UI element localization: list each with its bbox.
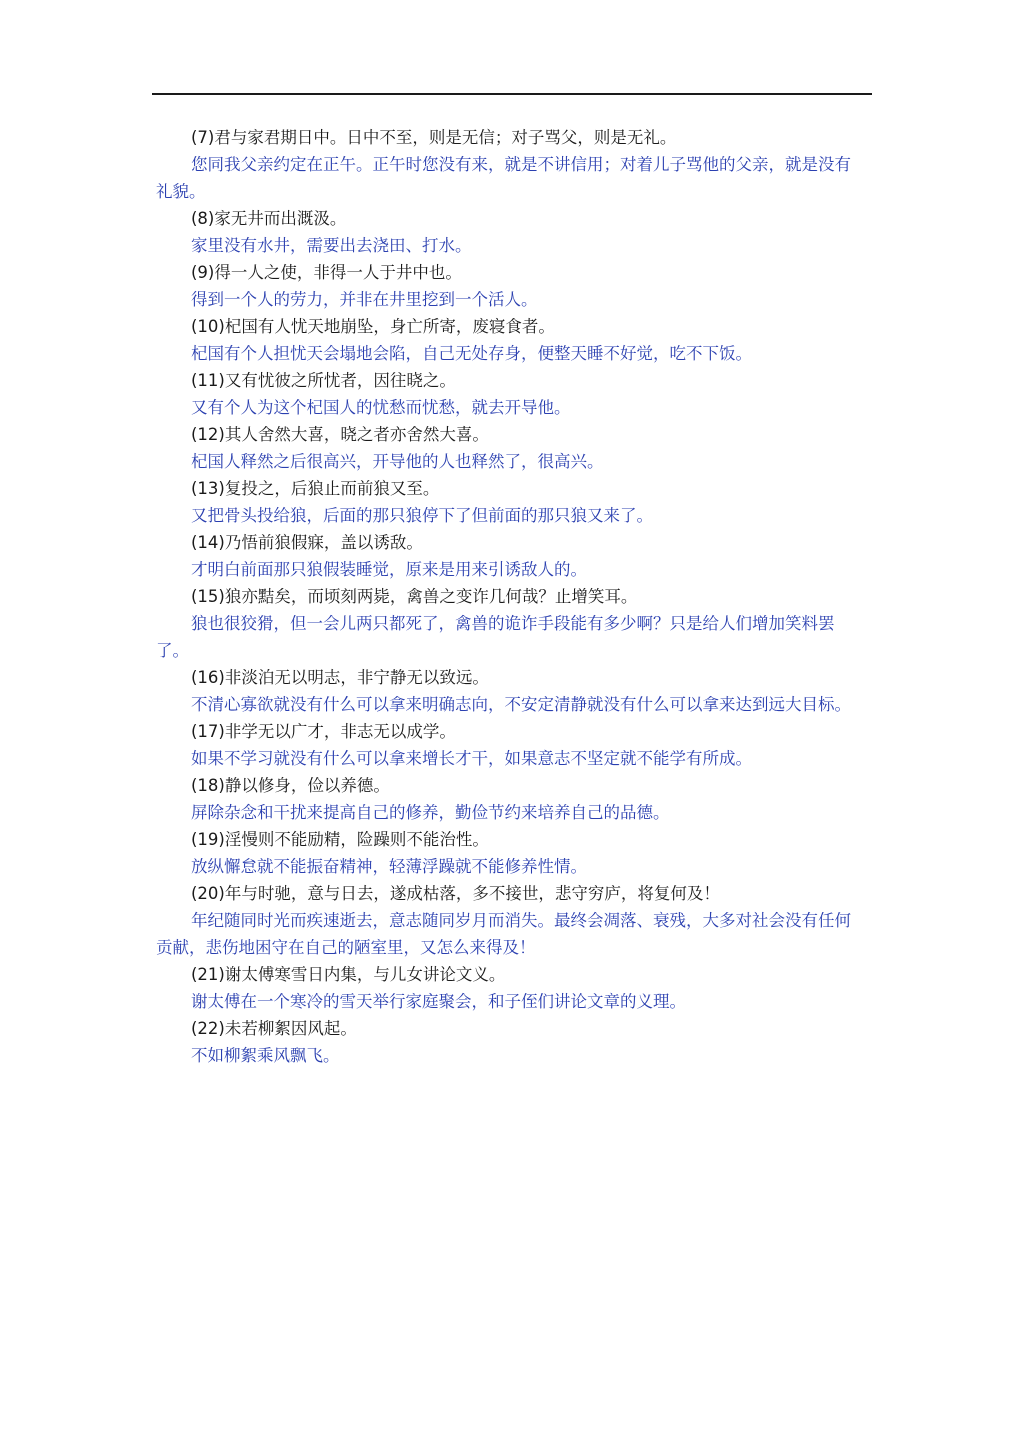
document-body [156,124,862,1069]
translation-line-7: 您同我父亲约定在正午。正午时您没有来，就是不讲信用；对着儿子骂他的父亲，就是没有礼貌。 [156,155,851,201]
translation-line-21: 谢太傅在一个寒冷的雪天举行家庭聚会，和子侄们讲论文章的义理。 [191,992,686,1011]
original-line-19: (19)淫慢则不能励精，险躁则不能治性。 [191,830,489,849]
original-line-18: (18)静以修身，俭以养德。 [191,776,390,795]
original-line-21: (21)谢太傅寒雪日内集，与儿女讲论文义。 [191,965,506,984]
translation-line-16: 不清心寡欲就没有什么可以拿来明确志向，不安定清静就没有什么可以拿来达到远大目标。 [191,695,851,714]
translation-line-18: 屏除杂念和干扰来提高自己的修养，勤俭节约来培养自己的品德。 [191,803,670,822]
original-line-22: (22)未若柳絮因风起。 [191,1019,357,1038]
original-line-11: (11)又有忧彼之所忧者，因往晓之。 [191,371,456,390]
translation-line-15: 狼也很狡猾，但一会儿两只都死了，禽兽的诡诈手段能有多少啊？只是给人们增加笑料罢了。 [156,614,835,660]
header-rule [152,93,872,95]
translation-line-17: 如果不学习就没有什么可以拿来增长才干，如果意志不坚定就不能学有所成。 [191,749,752,768]
original-line-13: (13)复投之，后狼止而前狼又至。 [191,479,440,498]
original-line-17: (17)非学无以广才，非志无以成学。 [191,722,456,741]
translation-line-12: 杞国人释然之后很高兴，开导他的人也释然了，很高兴。 [191,452,604,471]
translation-line-14: 才明白前面那只狼假装睡觉，原来是用来引诱敌人的。 [191,560,587,579]
translation-line-8: 家里没有水井，需要出去浇田、打水。 [191,236,472,255]
translation-line-11: 又有个人为这个杞国人的忧愁而忧愁，就去开导他。 [191,398,571,417]
original-line-10: (10)杞国有人忧天地崩坠，身亡所寄，废寝食者。 [191,317,555,336]
translation-line-20: 年纪随同时光而疾速逝去，意志随同岁月而消失。最终会凋落、衰残，大多对社会没有任何贡献，悲伤地困守在自己的陋室里，又怎么来得及！ [156,911,851,957]
translation-line-13: 又把骨头投给狼，后面的那只狼停下了但前面的那只狼又来了。 [191,506,653,525]
original-line-15: (15)狼亦黠矣，而顷刻两毙，禽兽之变诈几何哉？止增笑耳。 [191,587,638,606]
original-line-8: (8)家无井而出溉汲。 [191,209,347,228]
translation-line-10: 杞国有个人担忧天会塌地会陷，自己无处存身，便整天睡不好觉，吃不下饭。 [191,344,752,363]
original-line-12: (12)其人舍然大喜，晓之者亦舍然大喜。 [191,425,489,444]
original-line-16: (16)非淡泊无以明志，非宁静无以致远。 [191,668,489,687]
original-line-20: (20)年与时驰，意与日去，遂成枯落，多不接世，悲守穷庐，将复何及！ [191,884,720,903]
original-line-14: (14)乃悟前狼假寐，盖以诱敌。 [191,533,423,552]
translation-line-19: 放纵懈怠就不能振奋精神，轻薄浮躁就不能修养性情。 [191,857,587,876]
translation-line-9: 得到一个人的劳力，并非在井里挖到一个活人。 [191,290,538,309]
original-line-7: (7)君与家君期日中。日中不至，则是无信；对子骂父，则是无礼。 [191,128,677,147]
original-line-9: (9)得一人之使，非得一人于井中也。 [191,263,462,282]
translation-line-22: 不如柳絮乘风飘飞。 [191,1046,340,1065]
